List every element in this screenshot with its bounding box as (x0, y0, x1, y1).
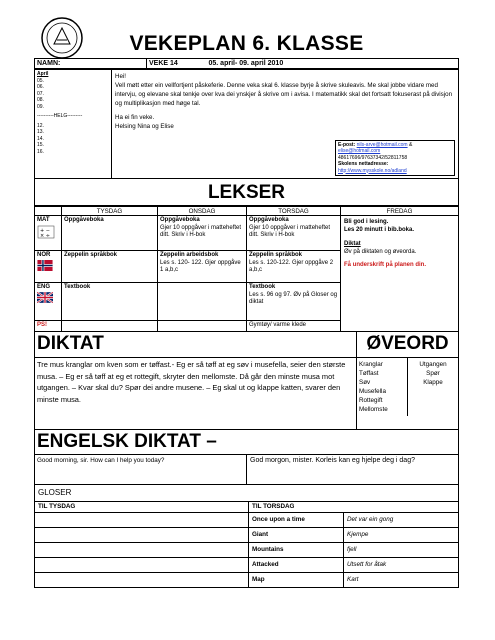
subject-cell-nor (35, 251, 62, 283)
gloser-no: Kart (344, 572, 459, 587)
fredag-diktat-text: Øv på diktaten og øveorda. (344, 248, 417, 255)
tysdag-word-empty (35, 542, 249, 557)
fredag-line1: Bli god i lesing. (344, 219, 389, 225)
oveord-heading-cell (357, 332, 459, 358)
oveord-cell (357, 358, 459, 430)
page-title: VEKEPLAN 6. KLASSE (129, 32, 364, 55)
english-dictation-section (34, 430, 459, 485)
letter-greeting: Hei! (115, 73, 127, 80)
calendar-day: 14. (37, 135, 44, 142)
tysdag-word-empty (35, 512, 249, 527)
subject-cell-eng (35, 283, 62, 321)
nor-torsdag (247, 251, 341, 283)
ps-empty-tysdag (62, 321, 158, 332)
ps-label: PS! (35, 321, 62, 332)
calendar-day: 12. (37, 122, 44, 129)
phone-numbers: 48617696/97637342/52811758 (338, 154, 408, 161)
school-crest-icon (40, 16, 84, 60)
nor-torsdag-title: Zeppelin språkbok (249, 252, 303, 258)
subject-label: MAT (37, 217, 50, 223)
day-header-torsdag: TORSDAG (247, 207, 341, 216)
english-heading-cell (35, 430, 459, 455)
til-tysdag-header: TIL TYSDAG (35, 501, 249, 512)
nor-onsdag-title: Zeppelin arbeidsbok (160, 252, 219, 258)
calendar-day: 08. (37, 97, 44, 103)
eng-torsdag-title: Textbook (249, 284, 276, 290)
site-label: Skolens nettadresse: (338, 161, 389, 167)
tysdag-word-empty (35, 572, 249, 587)
calendar-weekend: ----------HELG--------- (37, 113, 83, 119)
title-row (34, 30, 459, 58)
calendar-day: 16. (37, 148, 44, 155)
vocabulary-table (34, 485, 459, 588)
name-week-row (34, 58, 459, 69)
letter-closing: Ha ei fin veke. (115, 114, 155, 121)
gloser-no: Kjempe (344, 527, 459, 542)
tysdag-word-empty (35, 527, 249, 542)
gloser-no: Det var ein gong (344, 512, 459, 527)
calendar-day: 09. (37, 103, 44, 110)
nor-torsdag-text: Les s. 120-122. Gjer oppgåve 2 a,b,c (249, 259, 334, 273)
fredag-diktat-title: Diktat (344, 241, 361, 247)
site-link[interactable]: http://www.mysskole.no/adland (338, 167, 407, 174)
fredag-cell (341, 216, 459, 332)
nor-onsdag-text: Les s. 120- 122. Gjer oppgåve 1 a,b,c (160, 259, 241, 273)
subject-label: NOR (37, 252, 51, 258)
oveord-heading: ØVEORD (366, 333, 449, 355)
ps-empty-onsdag (158, 321, 247, 332)
gloser-no: Utsett for åtak (344, 557, 459, 572)
nor-onsdag (158, 251, 247, 283)
ps-text: Gymtøy/ varme klede (247, 321, 341, 332)
oveord-word: Rottegift (359, 397, 383, 404)
gloser-no: fjell (344, 542, 459, 557)
oveord-word: Musefella (359, 388, 386, 395)
diktat-heading: DIKTAT (37, 333, 104, 355)
gloser-en: Map (249, 572, 344, 587)
email-amp: & (408, 141, 413, 148)
norwegian-sentence: God morgon, mister. Korleis kan eg hjelpe deg i dag? (247, 455, 459, 485)
mat-onsdag (158, 216, 247, 251)
gloser-en: Mountains (249, 542, 344, 557)
table-row (35, 572, 459, 587)
calendar-day: 15. (37, 142, 44, 148)
letter-signature: Helsing Nina og Elise (115, 123, 174, 130)
table-row (35, 557, 459, 572)
oveord-word: Spør (426, 370, 440, 377)
letter (112, 70, 459, 179)
eng-onsdag (158, 283, 247, 321)
oveord-word: Tøffast (359, 370, 379, 377)
empty-header (35, 207, 62, 216)
oveord-word: Søv (359, 379, 371, 386)
diktat-text: Tre mus kranglar om kven som er tøffast.- Eg er så tøff at eg søv i musefella, seier den største musa. – Eg er så tøff at eg et rottegift, skryter den mellomste. Då går den minste musa mot utgangen. – Kvar skal du? Spør dei andre musene. – Eg skal ut og klappe katten, svarer den minste musa. (35, 358, 357, 430)
table-row (35, 512, 459, 527)
english-heading: ENGELSK DIKTAT – (37, 431, 217, 452)
math-symbols-icon (37, 225, 55, 239)
calendar-day: 05. (37, 77, 44, 84)
week-dates: 05. april- 09. april 2010 (207, 59, 459, 69)
eng-tysdag: Textbook (62, 283, 158, 321)
email-label: E-post: (338, 141, 356, 148)
calendar-month: April (37, 71, 49, 77)
day-header-tysdag: TYSDAG (62, 207, 158, 216)
email-link-1[interactable]: nils-arve@hotmail.com (356, 141, 408, 148)
mat-onsdag-text: Gjer 10 oppgåver i matteheftet ditt. Skriv i H-bok (160, 224, 242, 238)
mat-onsdag-title: Oppgåveboka (160, 217, 200, 223)
english-sentence: Good morning, sir. How can I help you today? (35, 455, 247, 485)
table-row (35, 542, 459, 557)
fredag-signature-note: Få underskrift på planen din. (344, 262, 427, 268)
intro-block (34, 69, 459, 179)
svg-text:+ −: + − (40, 227, 50, 234)
svg-text:× ÷: × ÷ (40, 232, 50, 239)
day-header-onsdag: ONSDAG (158, 207, 247, 216)
calendar (35, 70, 112, 179)
name-label: NAMN: (35, 59, 147, 69)
gloser-heading: GLOSER (35, 485, 459, 501)
email-link-2[interactable]: elise@hotmail.com (338, 148, 381, 154)
mat-torsdag (247, 216, 341, 251)
week-number: VEKE 14 (147, 59, 207, 69)
fredag-line2: Les 20 minutt i bib.boka. (344, 226, 415, 233)
contact-box (335, 140, 455, 177)
uk-flag-icon (37, 292, 53, 303)
gloser-en: Giant (249, 527, 344, 542)
mat-torsdag-text: Gjer 10 oppgåver i matteheftet ditt. Skriv i H-bok (249, 224, 331, 238)
til-torsdag-header: TIL TORSDAG (249, 501, 459, 512)
eng-torsdag (247, 283, 341, 321)
oveord-word: Mellomste (359, 406, 388, 413)
nor-tysdag: Zeppelin språkbok (62, 251, 158, 283)
oveord-list-1 (357, 358, 407, 416)
oveord-word: Utgangen (419, 361, 447, 368)
calendar-day: 06. (37, 84, 44, 90)
oveord-list-2 (407, 358, 458, 416)
tysdag-word-empty (35, 557, 249, 572)
mat-torsdag-title: Oppgåveboka (249, 217, 289, 223)
norway-flag-icon (37, 260, 53, 271)
day-header-fredag: FREDAG (341, 207, 459, 216)
subject-cell-mat (35, 216, 62, 251)
calendar-day: 13. (37, 129, 44, 135)
table-row (35, 527, 459, 542)
oveord-word: Kranglar (359, 361, 383, 368)
calendar-day: 07. (37, 90, 44, 97)
eng-torsdag-text: Les s. 96 og 97. Øv på Gloser og diktat (249, 291, 338, 305)
mat-tysdag: Oppgåveboka (62, 216, 158, 251)
homework-table (34, 206, 459, 332)
gloser-en: Attacked (249, 557, 344, 572)
lekser-heading: LEKSER (207, 182, 286, 203)
oveord-word: Klappe (423, 379, 443, 386)
letter-body: Vell møtt etter ein vellfortjent påskeferie. Denne veka skal 6. klasse byrje å skrive skuleavis. Me skal jobbe vidare med intervju, og elevane skal tenkje over kva dei ynskjer å skrive om i avisa. I matematikk skal det fortsatt fokuserast på divisjon og multiplikasjon med høge tal. (115, 82, 453, 107)
gloser-en: Once upon a time (249, 512, 344, 527)
weekly-plan-page (34, 30, 459, 626)
lekser-heading-box (34, 179, 459, 206)
subject-label: ENG (37, 284, 51, 290)
diktat-section (34, 332, 459, 431)
diktat-heading-cell (35, 332, 357, 358)
